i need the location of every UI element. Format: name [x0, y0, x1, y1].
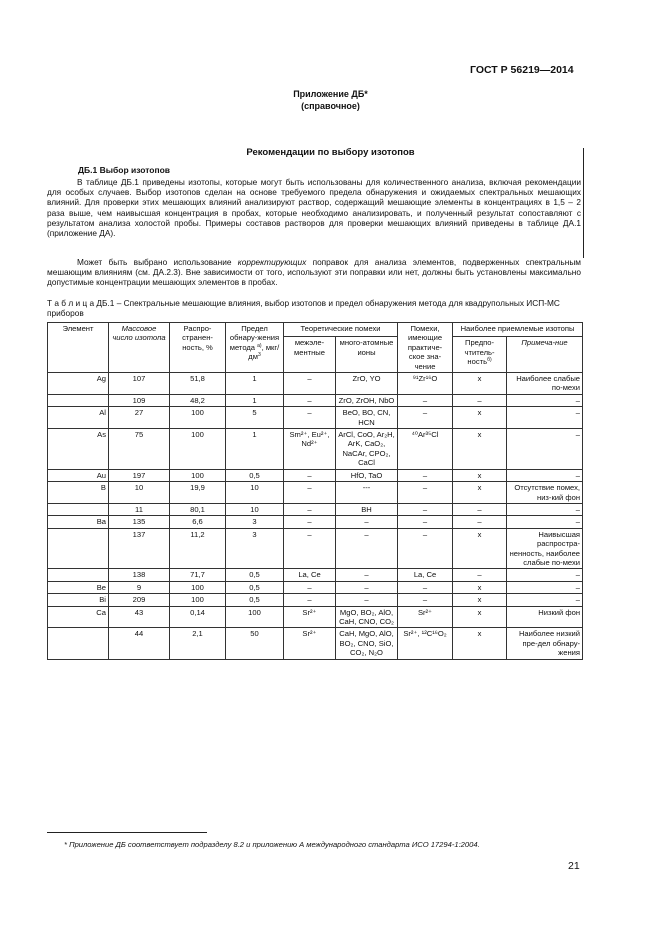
- paragraph-corrections: [47, 257, 581, 288]
- cell-polyatomic: –: [336, 528, 398, 569]
- table-row: [48, 482, 583, 504]
- appendix-heading: [0, 88, 661, 112]
- cell-detection-limit: 0,5: [226, 469, 284, 481]
- table-row: [48, 407, 583, 429]
- cell-note: –: [507, 569, 583, 581]
- cell-practical: La, Ce: [398, 569, 453, 581]
- cell-note: Наиболее низкий пре-дел обнару-жения: [507, 628, 583, 659]
- cell-element: Al: [48, 407, 109, 429]
- appendix-title: Приложение ДБ*: [293, 89, 368, 99]
- table-row: [48, 429, 583, 470]
- cell-polyatomic: BH: [336, 503, 398, 515]
- cell-abundance: 100: [170, 594, 226, 606]
- cell-note: –: [507, 503, 583, 515]
- cell-abundance: 2,1: [170, 628, 226, 659]
- cell-mass-number: 107: [109, 373, 170, 395]
- cell-practical: –: [398, 469, 453, 481]
- header-detection-limit-unit: , мкг/дм: [248, 342, 280, 362]
- cell-interelement: –: [284, 407, 336, 429]
- cell-mass-number: 10: [109, 482, 170, 504]
- table-caption: [47, 298, 581, 318]
- appendix-subtitle: (справочное): [301, 101, 360, 111]
- cell-interelement: –: [284, 373, 336, 395]
- cell-preference: –: [453, 394, 507, 406]
- cell-preference: x: [453, 373, 507, 395]
- cell-polyatomic: ArCl, CoO, Ar₂H, ArK, CaO₂, NaCAr, CPO₂, CaCl: [336, 429, 398, 470]
- cell-note: Наиболее слабые по-мехи: [507, 373, 583, 395]
- cell-practical: –: [398, 503, 453, 515]
- cell-abundance: 100: [170, 469, 226, 481]
- cell-practical: Sr²⁺, ¹²C¹⁶O₂: [398, 628, 453, 659]
- cell-interelement: –: [284, 482, 336, 504]
- cell-note: –: [507, 394, 583, 406]
- cell-abundance: 0,14: [170, 606, 226, 628]
- cell-detection-limit: 10: [226, 482, 284, 504]
- cell-interelement: Sr²⁺: [284, 628, 336, 659]
- paragraph-emphasis: корректирующих: [237, 257, 307, 267]
- cell-preference: x: [453, 528, 507, 569]
- cell-interelement: –: [284, 394, 336, 406]
- cell-practical: ⁴⁰Ar³⁵Cl: [398, 429, 453, 470]
- cell-note: –: [507, 469, 583, 481]
- table-row: [48, 528, 583, 569]
- paragraph-text: поправок для анализа элементов, подверженных спектральным мешающим влияниям (см. ДА.2.3). Вне зависимости от того, используют эти поправки или нет, должны быть установлены максимально допустимые концентрации мешающих элементов в пробах.: [47, 257, 581, 288]
- cell-element: Be: [48, 581, 109, 593]
- cell-polyatomic: ---: [336, 482, 398, 504]
- footnote-separator: [47, 832, 207, 833]
- subsection-title: ДБ.1 Выбор изотопов: [78, 165, 171, 175]
- table-row: [48, 594, 583, 606]
- cell-polyatomic: MgO, BO₂, AlO, CaH, CNO, CO₂: [336, 606, 398, 628]
- cell-preference: x: [453, 606, 507, 628]
- footnote-mark: a): [257, 342, 262, 349]
- cell-abundance: 80,1: [170, 503, 226, 515]
- footnote-mark: б): [487, 357, 492, 364]
- cell-interelement: –: [284, 469, 336, 481]
- cell-mass-number: 27: [109, 407, 170, 429]
- cell-element: [48, 569, 109, 581]
- header-element: Элемент: [48, 323, 109, 373]
- cell-polyatomic: ZrO, ZrOH, NbO: [336, 394, 398, 406]
- table-body: [48, 373, 583, 660]
- cell-detection-limit: 50: [226, 628, 284, 659]
- cell-practical: –: [398, 394, 453, 406]
- table-row: [48, 606, 583, 628]
- cell-detection-limit: 10: [226, 503, 284, 515]
- cell-mass-number: 209: [109, 594, 170, 606]
- cell-mass-number: 75: [109, 429, 170, 470]
- isotope-table: [47, 322, 583, 660]
- cell-abundance: 51,8: [170, 373, 226, 395]
- cell-note: Наивысшая распростра-ненность, наиболее слабые по-мехи: [507, 528, 583, 569]
- cell-practical: –: [398, 581, 453, 593]
- cell-mass-number: 135: [109, 516, 170, 528]
- header-interelement: межэле-ментные: [284, 337, 336, 373]
- cell-preference: –: [453, 516, 507, 528]
- cell-mass-number: 109: [109, 394, 170, 406]
- cell-mass-number: 197: [109, 469, 170, 481]
- cell-element: Ca: [48, 606, 109, 628]
- cell-note: –: [507, 594, 583, 606]
- table-row: [48, 581, 583, 593]
- cell-practical: Sr²⁺: [398, 606, 453, 628]
- paragraph-text: Может быть выбрано использование: [77, 257, 238, 267]
- cell-abundance: 19,9: [170, 482, 226, 504]
- cell-abundance: 48,2: [170, 394, 226, 406]
- cell-practical: –: [398, 407, 453, 429]
- cell-mass-number: 11: [109, 503, 170, 515]
- cell-preference: –: [453, 503, 507, 515]
- header-mass-number: Массовое число изотопа: [109, 323, 170, 373]
- cell-detection-limit: 3: [226, 528, 284, 569]
- cell-preference: x: [453, 482, 507, 504]
- table-caption-label: Т а б л и ц а ДБ.1: [47, 298, 115, 308]
- cell-practical: –: [398, 516, 453, 528]
- cell-element: B: [48, 482, 109, 504]
- cell-note: –: [507, 581, 583, 593]
- cell-mass-number: 43: [109, 606, 170, 628]
- header-note: Примеча-ние: [507, 337, 583, 373]
- header-best-isotopes: Наиболее приемлемые изотопы: [453, 323, 583, 337]
- change-bar: [583, 148, 584, 258]
- cell-detection-limit: 0,5: [226, 569, 284, 581]
- cell-note: Отсутствие помех, низ-кий фон: [507, 482, 583, 504]
- table-row: [48, 516, 583, 528]
- table-row: [48, 628, 583, 659]
- cell-interelement: Sr²⁺: [284, 606, 336, 628]
- cell-preference: –: [453, 569, 507, 581]
- cell-interelement: –: [284, 516, 336, 528]
- cell-interelement: –: [284, 581, 336, 593]
- cell-abundance: 100: [170, 429, 226, 470]
- paragraph-isotope-selection: В таблице ДБ.1 приведены изотопы, которые могут быть использованы для количественного анализа, включая рекомендации для особых случаев. Выбор изотопов сделан на основе требуемого предела обнаружения и ожидаемых спектральных мешающих влияний. Для проверки этих мешающих влияний анализируют раствор, содержащий мешающие элементы в концентрациях в 1,5 – 2 раза выше, чем наивысшая концентрация в пробах, которые необходимо анализировать, и полученный результат сопоставляют с результатом анализа холостой пробы. Примеры составов растворов для проверки мешающих влияний приведены в таблице ДА.1 (приложение ДА).: [47, 177, 581, 239]
- cell-abundance: 100: [170, 407, 226, 429]
- cell-element: Ba: [48, 516, 109, 528]
- cell-abundance: 11,2: [170, 528, 226, 569]
- table-row: [48, 503, 583, 515]
- cell-polyatomic: BeO, BO, CN, HCN: [336, 407, 398, 429]
- cell-detection-limit: 3: [226, 516, 284, 528]
- section-title: Рекомендации по выбору изотопов: [246, 147, 415, 158]
- cell-polyatomic: –: [336, 516, 398, 528]
- cell-abundance: 71,7: [170, 569, 226, 581]
- cell-element: As: [48, 429, 109, 470]
- cell-detection-limit: 1: [226, 394, 284, 406]
- cell-interelement: –: [284, 528, 336, 569]
- cell-mass-number: 137: [109, 528, 170, 569]
- cell-element: [48, 528, 109, 569]
- table-row: [48, 373, 583, 395]
- cell-detection-limit: 5: [226, 407, 284, 429]
- table-caption-text: – Спектральные мешающие влияния, выбор изотопов и предел обнаружения метода для квадрупольных ИСП-МС приборов: [47, 298, 560, 319]
- header-practical-interferences: Помехи, имеющие практиче-ское зна-чение: [398, 323, 453, 373]
- table-row: [48, 394, 583, 406]
- table-header: [48, 323, 583, 373]
- cell-abundance: 6,6: [170, 516, 226, 528]
- cell-interelement: –: [284, 594, 336, 606]
- cell-mass-number: 9: [109, 581, 170, 593]
- cell-polyatomic: ZrO, YO: [336, 373, 398, 395]
- cell-preference: x: [453, 628, 507, 659]
- cell-polyatomic: CaH, MgO, AlO, BO₂, CNO, SiO, CO₂, N₂O: [336, 628, 398, 659]
- cell-mass-number: 44: [109, 628, 170, 659]
- cell-detection-limit: 0,5: [226, 594, 284, 606]
- cell-interelement: La, Ce: [284, 569, 336, 581]
- header-abundance: Распро-странен-ность, %: [170, 323, 226, 373]
- cell-note: –: [507, 407, 583, 429]
- cell-note: –: [507, 429, 583, 470]
- cell-element: [48, 394, 109, 406]
- header-detection-limit: [226, 323, 284, 373]
- cell-polyatomic: –: [336, 594, 398, 606]
- cell-detection-limit: 1: [226, 429, 284, 470]
- cell-practical: –: [398, 594, 453, 606]
- cell-element: [48, 503, 109, 515]
- cell-note: Низкий фон: [507, 606, 583, 628]
- cell-polyatomic: –: [336, 581, 398, 593]
- header-theoretical-interferences: Теоретические помехи: [284, 323, 398, 337]
- cell-element: [48, 628, 109, 659]
- cell-detection-limit: 0,5: [226, 581, 284, 593]
- header-polyatomic: много-атомные ионы: [336, 337, 398, 373]
- header-preference-text: Предпо-чтитель-ность: [464, 338, 495, 367]
- cell-mass-number: 138: [109, 569, 170, 581]
- cell-preference: x: [453, 581, 507, 593]
- cell-practical: –: [398, 482, 453, 504]
- document-code: ГОСТ Р 56219—2014: [470, 64, 574, 76]
- header-detection-limit-text: Предел обнару-жения метода: [229, 324, 280, 352]
- cell-polyatomic: HfO, TaO: [336, 469, 398, 481]
- cell-preference: x: [453, 594, 507, 606]
- cell-interelement: –: [284, 503, 336, 515]
- cell-preference: x: [453, 429, 507, 470]
- unit-exponent: 3: [257, 352, 261, 359]
- cell-element: Ag: [48, 373, 109, 395]
- footnote: * Приложение ДБ соответствует подразделу 8.2 и приложению А международного стандарта ИСО 17294-1:2004.: [64, 840, 480, 849]
- cell-interelement: Sm²⁺, Eu²⁺, Nd²⁺: [284, 429, 336, 470]
- cell-detection-limit: 100: [226, 606, 284, 628]
- cell-element: Bi: [48, 594, 109, 606]
- cell-preference: x: [453, 469, 507, 481]
- cell-element: Au: [48, 469, 109, 481]
- cell-practical: –: [398, 528, 453, 569]
- cell-practical: ⁹¹Zr¹⁶O: [398, 373, 453, 395]
- header-preference: [453, 337, 507, 373]
- cell-note: –: [507, 516, 583, 528]
- page-number: 21: [568, 860, 580, 872]
- cell-preference: x: [453, 407, 507, 429]
- table-row: [48, 469, 583, 481]
- cell-polyatomic: –: [336, 569, 398, 581]
- cell-detection-limit: 1: [226, 373, 284, 395]
- table-row: [48, 569, 583, 581]
- cell-abundance: 100: [170, 581, 226, 593]
